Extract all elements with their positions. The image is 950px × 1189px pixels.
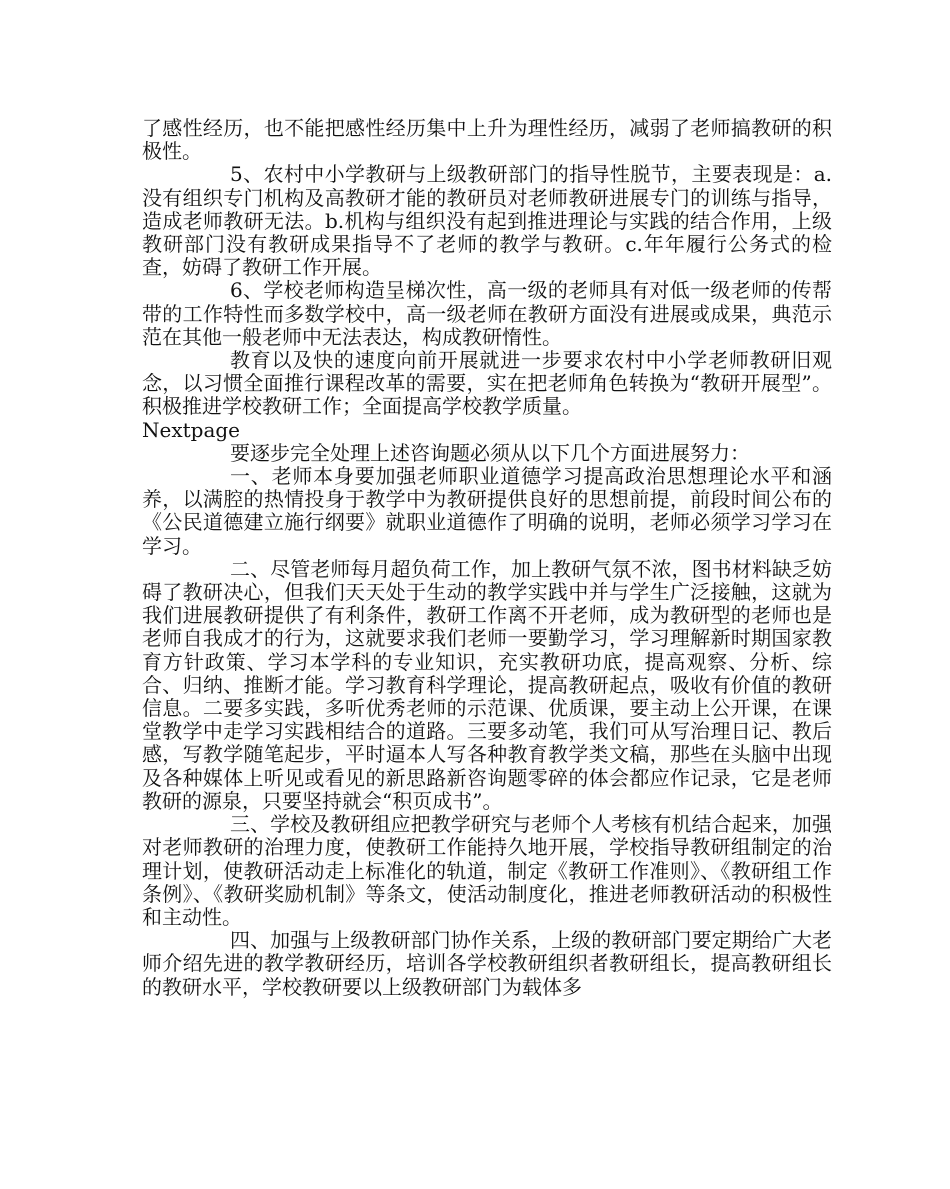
paragraph-effort-1: 一、老师本身要加强老师职业道德学习提高政治思想理论水平和涵养，以满腔的热情投身于教学中为教研提供良好的思想前提，前段时间公布的《公民道德建立施行纲要》就职业道德作了明确的说明，老师必须学习学习在学习。 [142, 464, 832, 558]
paragraph-effort-2: 二、尽管老师每月超负荷工作，加上教研气氛不浓，图书材料缺乏妨碍了教研决心，但我们天天处于生动的教学实践中并与学生广泛接触，这就为我们进展教研提供了有利条件，教研工作离不开老师，成为教研型的老师也是老师自我成才的行为，这就要求我们老师一要勤学习，学习理解新时期国家教育方针政策、学习本学科的专业知识，充实教研功底，提高观察、分析、综合、归纳、推断才能。学习教育科学理论，提高教研起点，吸收有价值的教研信息。二要多实践，多听优秀老师的示范课、优质课，要主动上公开课，在课堂教学中走学习实践相结合的道路。三要多动笔，我们可从写治理日记、教后感，写教学随笔起步，平时逼本人写各种教育教学类文稿，那些在头脑中出现及各种媒体上听见或看见的新思路新咨询题零碎的体会都应作记录，它是老师教研的源泉，只要坚持就会“积页成书”。 [142, 556, 832, 813]
paragraph-continuation: 了感性经历，也不能把感性经历集中上升为理性经历，减弱了老师搞教研的积极性。 [142, 116, 832, 164]
document-page [142, 117, 832, 999]
paragraph-intro-efforts: 要逐步完全处理上述咨询题必须从以下几个方面进展努力： [230, 440, 750, 465]
paragraph-effort-3: 三、学校及教研组应把教学研究与老师个人考核有机结合起来，加强对老师教研的治理力度，使教研工作能持久地开展，学校指导教研组制定的治理计划，使教研活动走上标准化的轨道，制定《教研工作准则》、《教研组工作条例》、《教研奖励机制》等条文，使活动制度化，推进老师教研活动的积极性和主动性。 [142, 812, 832, 929]
paragraph-summary: 教育以及快的速度向前开展就进一步要求农村中小学老师教研旧观念，以习惯全面推行课程改革的需要，实在把老师角色转换为“教研开展型”。积极推进学校教研工作；全面提高学校教学质量。 [142, 348, 832, 419]
paragraph-effort-4: 四、加强与上级教研部门协作关系，上级的教研部门要定期给广大老师介绍先进的教学教研经历，培训各学校教研组织者教研组长，提高教研组长的教研水平，学校教研要以上级教研部门为载体多 [142, 928, 832, 999]
paragraph-point-6: 6、学校老师构造呈梯次性，高一级的老师具有对低一级老师的传帮带的工作特性而多数学校中，高一级老师在教研方面没有进展或成果，典范示范在其他一般老师中无法表达，构成教研惰性。 [142, 278, 832, 349]
paragraph-point-5: 5、农村中小学教研与上级教研部门的指导性脱节，主要表现是：a.没有组织专门机构及高教研才能的教研员对老师教研进展专门的训练与指导，造成老师教研无法。b.机构与组织没有起到推进理论与实践的结合作用，上级教研部门没有教研成果指导不了老师的教学与教研。c.年年履行公务式的检查，妨碍了教研工作开展。 [142, 162, 832, 280]
page-break-marker: Nextpage [142, 417, 241, 442]
